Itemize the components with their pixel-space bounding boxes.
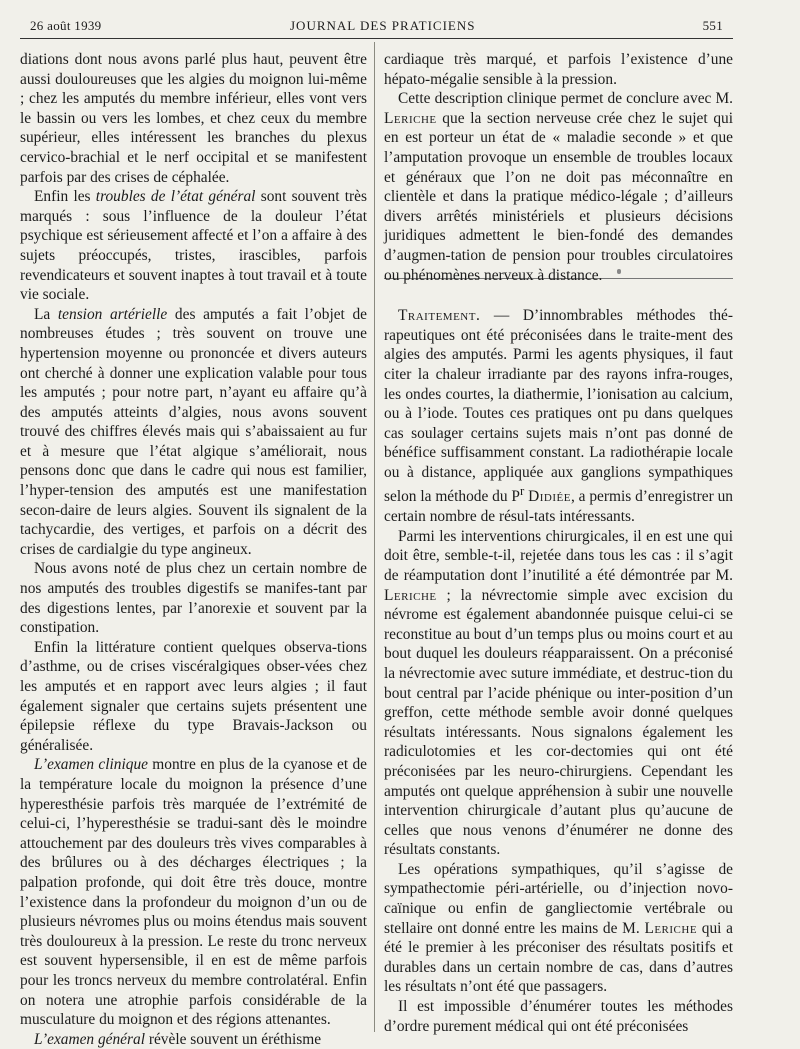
section-paragraph — [384, 306, 733, 527]
text-run: montre en plus de la cyanose et de la température locale du moignon la présence d’une hyperesthésie parfois très marquée de l’extrémité de celui-ci, l’hyperesthésie se tradui-sant dès le moindre attouchement par des douleurs très vives comparables à des brûlures ou à des décharges électriques ; la palpation profonde, qui doit être très douce, montre l’existence dans la profondeur du moignon d’un ou de plusieurs névromes plus ou moins étendus mais souvent très douloureux à la pression. Le reste du tronc nerveux est souvent hypersensible, il en est de même parfois pour les troncs nerveux du membre controlatéral. Enfin on notera une atrophie parfois considérable de la musculature du moignon et des régions attenantes. — [20, 756, 367, 1029]
text-run: , a permis d’enregistrer un certain nombre de résul-tats intéressants. — [384, 488, 733, 526]
text-run: des amputés a fait l’objet de nombreuses études ; très souvent on trouve une hypertension moyenne ou prononcée et divers auteurs ont cherché à donner une explication valable pour tous les amputés ; pour notre part, n’ayant eu affaire qu’à des amputés atteints d’algies, nous avons souvent trouvé des chiffres élevés mais qui s’abaissaient au fur et à mesure que l’état algique s’améliorait, nous pensons donc que dans le cadre qui nous est familier, l’hyper-tension des amputés est une manifestation secon-daire de leurs algies. Souvent ils signalent de la tachycardie, des vertiges, et parfois on a décrit des crises de cardialgie du type angineux. — [20, 305, 368, 558]
text-run: Enfin la littérature contient quelques observa-tions d’asthme, ou de crises viscéralgiques obser-vées chez les amputés et en rapport avec leurs algies ; il faut également signaler que certains sujets présentent une épilepsie réflexe du type Bravais-Jackson ou généralisée. — [20, 638, 367, 754]
paragraph — [20, 638, 367, 756]
text-run: ; la névrectomie simple avec excision du névrome est également abandonnée puisque celui-ci se reconstitue au bout d’un temps plus ou moins court et au bout duquel les douleurs réapparaissent. On a préconisé la névrectomie avec suture immédiate, et destruc-tion du bout central par l’acide phénique ou inter-position d’un greffon, cette méthode semble avoir donné quelques résultats intéressants. Nous signalons également les radiculotomies et les cor-dectomies qui ont été préconisées par les neuro-chirurgiens. Cependant les amputés ont quelque appréhension à subir une nouvelle intervention chirurgicale d’autant plus qu’aucune de celles que nous venons d’énumérer ne donne des résultats constants. — [384, 586, 733, 859]
paragraph — [20, 559, 367, 637]
paragraph — [384, 860, 733, 997]
left-column — [20, 50, 367, 1049]
text-run: cardiaque très marqué, et parfois l’existence d’une hépato-mégalie sensible à la pression. — [384, 51, 733, 88]
paragraph — [20, 755, 367, 1029]
journal-title: JOURNAL DES PRATICIENS — [290, 18, 476, 33]
text-run: Cette description clinique permet de conclure avec M. — [398, 90, 733, 108]
paragraph — [384, 997, 733, 1036]
author-name: Didiée — [528, 488, 571, 506]
text-run: diations dont nous avons parlé plus haut, peuvent être aussi douloureuses que les algies du moignon lui-même ; chez les amputés du membre inférieur, elles vont vers le bassin ou vers les lombes, et chez ceux du membre supérieur, elles intéressent les branches du plexus cervico-brachial et le nerf occipital et se manifestent parfois par des crises de céphalée. — [20, 51, 367, 186]
text-run: La — [34, 305, 58, 323]
text-run: que la section nerveuse crée chez le sujet qui en est porteur un état de « maladie seconde » et que l’amputation provoque un ensemble de troubles locaux et généraux que l’on ne doit pas méconnaître en clientèle et dans la pratique médico-légale ; d’ailleurs divers arrêtés ministériels et plusieurs décisions juridiques admettent le bien-fondé des demandes d’augmen-tation de pension pour troubles circulatoires ou phénomènes nerveux à distance. — [384, 109, 733, 284]
header-date: 26 août 1939 — [30, 18, 102, 33]
paragraph — [20, 187, 367, 305]
author-name: Leriche — [644, 919, 698, 937]
paragraph — [20, 50, 367, 187]
paragraph — [384, 50, 733, 89]
paragraph — [20, 305, 367, 560]
page-number: 551 — [702, 18, 723, 33]
text-run: Les opérations sympathiques, qu’il s’agisse de sympathectomie péri-artérielle, ou d’injection novo-caïnique ou enfin de gangliectomie vertébrale ou stellaire ont donné entre les mains de M. — [384, 860, 733, 937]
italic-term: L’examen clinique — [34, 756, 148, 774]
paragraph — [384, 527, 733, 860]
column-separator — [374, 42, 375, 1032]
italic-term: troubles de l’état général — [95, 188, 256, 206]
author-name: Leriche — [384, 109, 437, 127]
author-name: Leriche — [384, 586, 437, 604]
text-run: — D’innombrables méthodes thé-rapeutiques ont été préconisées dans le traite-ment des algies des amputés. Parmi les agents physiques, il faut citer la chaleur irradiante par des rayons infra-rouges, les ondes courtes, la diathermie, l’ionisation au calcium, ou à l’iode. Toutes ces pratiques ont pu dans quelques cas soulager certains sujets mais n’ont pas donné de bénéfice suffisamment constant. La radiothérapie locale ou à distance, appliquée aux ganglions sympathiques selon la méthode du P — [384, 307, 733, 506]
right-column — [384, 50, 733, 1036]
text-run: Il est impossible d’énumérer toutes les méthodes d’ordre purement médical qui ont été préconisées — [384, 998, 733, 1035]
italic-term: tension artérielle — [57, 305, 168, 323]
paragraph — [384, 89, 733, 285]
text-run: Enfin les — [34, 188, 96, 206]
text-run: révèle souvent un éréthisme — [144, 1030, 322, 1048]
text-run: sont souvent très marqués : sous l’influence de la douleur l’état psychique est sérieusement affecté et l’on a affaire à des sujets préoccupés, tristes, irascibles, parfois revendicateurs et souvent inaptes à tout travail et à toute vie sociale. — [20, 188, 367, 304]
header-rule — [20, 38, 733, 39]
section-heading: Traitement. — [398, 307, 481, 325]
superscript: r — [519, 484, 525, 499]
running-header — [20, 16, 723, 38]
italic-term: L’examen général — [34, 1030, 145, 1048]
text-run: qui a été le premier à les préconiser des résultats positifs et durables dans un certain nombre de cas, dans d’autres les résultats n’ont été que passagers. — [384, 919, 733, 996]
paragraph — [20, 1030, 367, 1049]
text-run: Nous avons noté de plus chez un certain nombre de nos amputés des troubles digestifs se manifes-tant par des digestions lentes, par l’anorexie et souvent par la constipation. — [20, 560, 367, 637]
text-run: Parmi les interventions chirurgicales, il en est une qui doit être, semble-t-il, rejetée dans tous les cas : il s’agit de réamputation dont l’inutilité a été démontrée par M. — [384, 527, 733, 584]
